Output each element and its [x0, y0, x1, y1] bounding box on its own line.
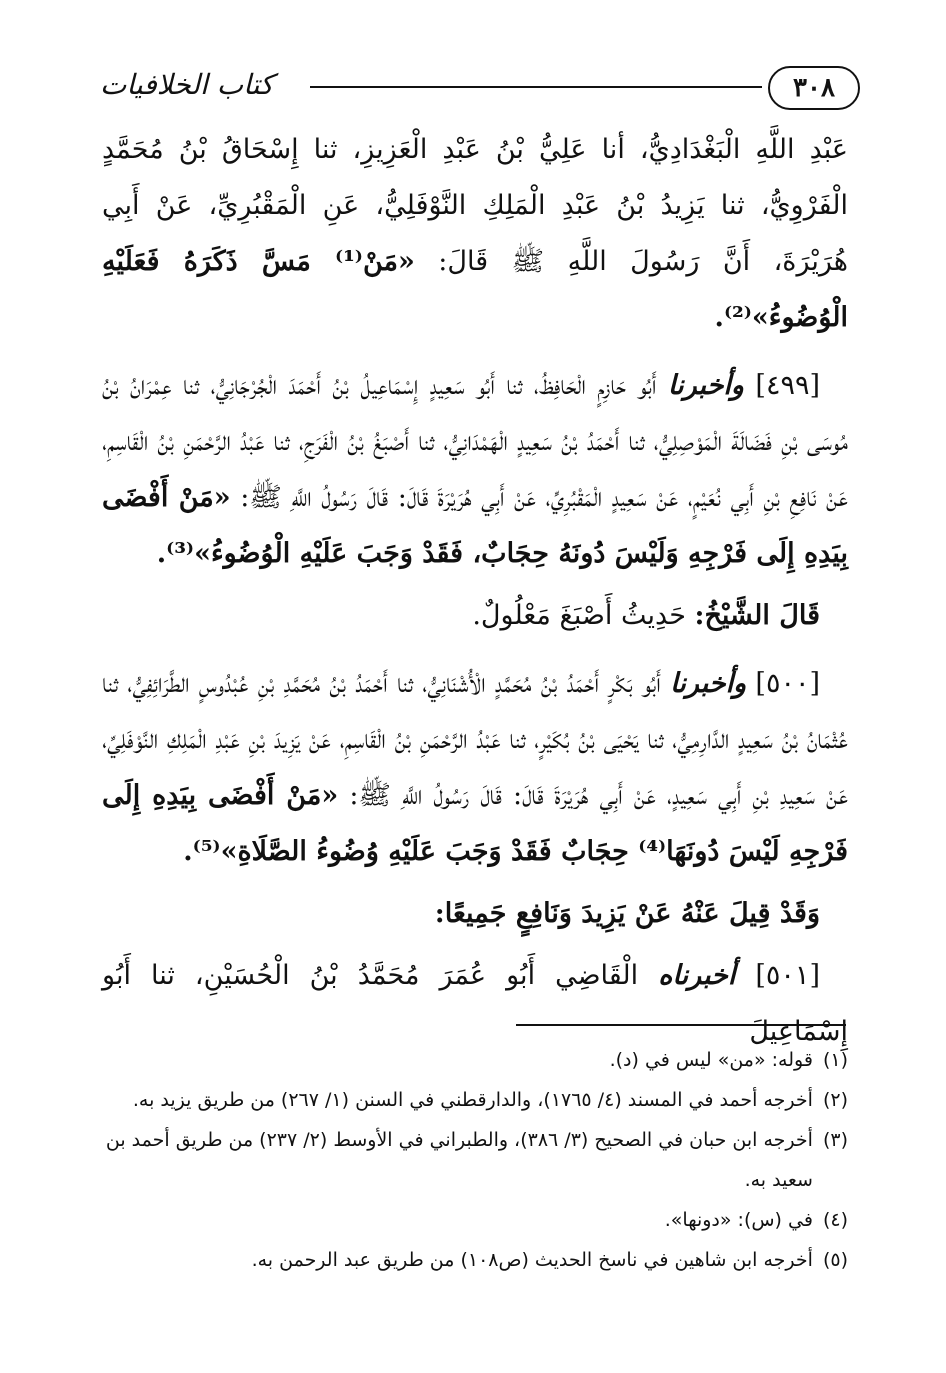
header-rule	[310, 86, 762, 88]
footnote-text: أخرجه ابن شاهين في ناسخ الحديث (ص١٠٨) من طريق عبد الرحمن به.	[251, 1249, 813, 1271]
footnotes	[100, 1040, 848, 1280]
isnad-text: أَبُو بَكْرٍ أَحْمَدُ بْنُ مُحَمَّدٍ الْأُشْنَانِيُّ، ثنا أَحْمَدُ بْنُ مُحَمَّدِ بْنِ عُبْدُوسٍ الطَّرَائِفِيُّ، ثنا عُثْمَانُ بْنُ سَعِيدٍ الدَّارِمِيُّ، ثنا يَحْيَى بْنُ بُكَيْرٍ، ثنا عَبْدُ الرَّحْمَنِ بْنُ الْقَاسِمِ، عَنْ يَزِيدَ بْنِ عَبْدِ الْمَلِكِ النَّوْفَلِيِّ، عَنْ سَعِيدِ بْنِ أَبِي سَعِيدٍ، عَنْ أَبِي هُرَيْرَةَ قَالَ: قَالَ رَسُولُ اللَّهِ ﷺ:	[102, 668, 848, 811]
footnote	[100, 1080, 848, 1120]
footnote-text: قوله: «من» ليس في (د).	[609, 1049, 813, 1071]
page-number: ٣٠٨	[768, 66, 860, 110]
footnote-number: (٣)	[822, 1129, 848, 1151]
hadith-number: [٥٠١]	[755, 960, 820, 991]
hadith-500	[102, 656, 848, 880]
footnote-number: (١)	[822, 1049, 848, 1071]
isnad-text: الْقَاضِي أَبُو عُمَرَ مُحَمَّدُ بْنُ الْحُسَيْنِ، ثنا أَبُو إِسْمَاعِيلَ	[102, 960, 848, 1047]
footnote-divider	[516, 1024, 846, 1026]
isnad-text: أَبُو حَازِمٍ الْحَافِظُ، ثنا أَبُو سَعِيدٍ إِسْمَاعِيلُ بْنُ أَحْمَدَ الْجُرْجَانِيُّ، ثنا عِمْرَانُ بْنُ مُوسَى بْنِ فَضَالَةَ الْمَوْصِلِيُّ، ثنا أَحْمَدُ بْنُ سَعِيدٍ الْهَمْدَانِيُّ، ثنا أَصْبَغُ بْنُ الْفَرَجِ، ثنا عَبْدُ الرَّحْمَنِ بْنُ الْقَاسِمِ، عَنْ نَافِعِ بْنِ أَبِي نُعَيْمٍ، عَنْ سَعِيدٍ الْمَقْبُرِيِّ، عَنْ أَبِي هُرَيْرَةَ قَالَ: قَالَ رَسُولُ اللَّهِ ﷺ:	[102, 370, 848, 513]
footnote-number: (٤)	[822, 1209, 848, 1231]
paragraph-continuation	[102, 122, 848, 346]
footnote	[100, 1240, 848, 1280]
sheikh-remark	[102, 588, 848, 644]
hadith-text: «مَنْ أَفْضَى بِيَدِهِ إِلَى فَرْجِهِ وَلَيْسَ دُونَهُ حِجَابٌ، فَقَدْ وَجَبَ عَلَيْهِ الْوُضُوءُ»⁽³⁾.	[102, 482, 848, 569]
footnote-text: أخرجه ابن حبان في الصحيح (٣/ ٣٨٦)، والطبراني في الأوسط (٢/ ٢٣٧) من طريق أحمد بن سعيد به.	[105, 1129, 813, 1191]
footnote	[100, 1040, 848, 1080]
note-text: وَقَدْ قِيلَ عَنْهُ عَنْ يَزِيدَ وَنَافِعٍ جَمِيعًا:	[434, 898, 820, 929]
footnote-number: (٥)	[822, 1249, 848, 1271]
page-header	[100, 58, 860, 114]
hadith-number: [٥٠٠]	[755, 668, 821, 699]
hadith-text: «مَنْ أَفْضَى بِيَدِهِ إِلَى فَرْجِهِ لَيْسَ دُونَهَا⁽⁴⁾ حِجَابٌ فَقَدْ وَجَبَ عَلَيْهِ وُضُوءُ الصَّلَاةِ»⁽⁵⁾.	[102, 780, 848, 867]
book-title: كتاب الخلافيات	[100, 68, 274, 101]
hadith-499	[102, 358, 848, 582]
hadith-lead: وأخبرنا	[667, 370, 744, 401]
hadith-lead: وأخبرنا	[670, 668, 747, 699]
footnote-number: (٢)	[822, 1089, 848, 1111]
footnote	[100, 1120, 848, 1200]
hadith-text: «مَنْ⁽¹⁾ مَسَّ ذَكَرَهُ فَعَلَيْهِ الْوُضُوءُ»⁽²⁾.	[102, 246, 848, 333]
remark-lead: قَالَ الشَّيْخُ:	[694, 600, 820, 631]
section-note	[102, 886, 848, 942]
isnad-text: عَبْدِ اللَّهِ الْبَغْدَادِيُّ، أنا عَلِيُّ بْنُ عَبْدِ الْعَزِيزِ، ثنا إِسْحَاقُ بْنُ مُحَمَّدٍ الْفَرْوِيُّ، ثنا يَزِيدُ بْنُ عَبْدِ الْمَلِكِ النَّوْفَلِيُّ، عَنِ الْمَقْبُرِيِّ، عَنْ أَبِي هُرَيْرَةَ، أَنَّ رَسُولَ اللَّهِ ﷺ قَالَ:	[102, 134, 848, 277]
footnote-text: في (س): «دونها».	[664, 1209, 813, 1231]
hadith-lead: أخبرناه	[658, 960, 736, 991]
footnote	[100, 1200, 848, 1240]
main-text	[102, 122, 848, 1066]
footnote-text: أخرجه أحمد في المسند (٤/ ١٧٦٥)، والدارقطني في السنن (١/ ٢٦٧) من طريق يزيد به.	[132, 1089, 813, 1111]
remark-text: حَدِيثُ أَصْبَغَ مَعْلُولٌ.	[472, 600, 686, 631]
hadith-number: [٤٩٩]	[755, 370, 820, 401]
